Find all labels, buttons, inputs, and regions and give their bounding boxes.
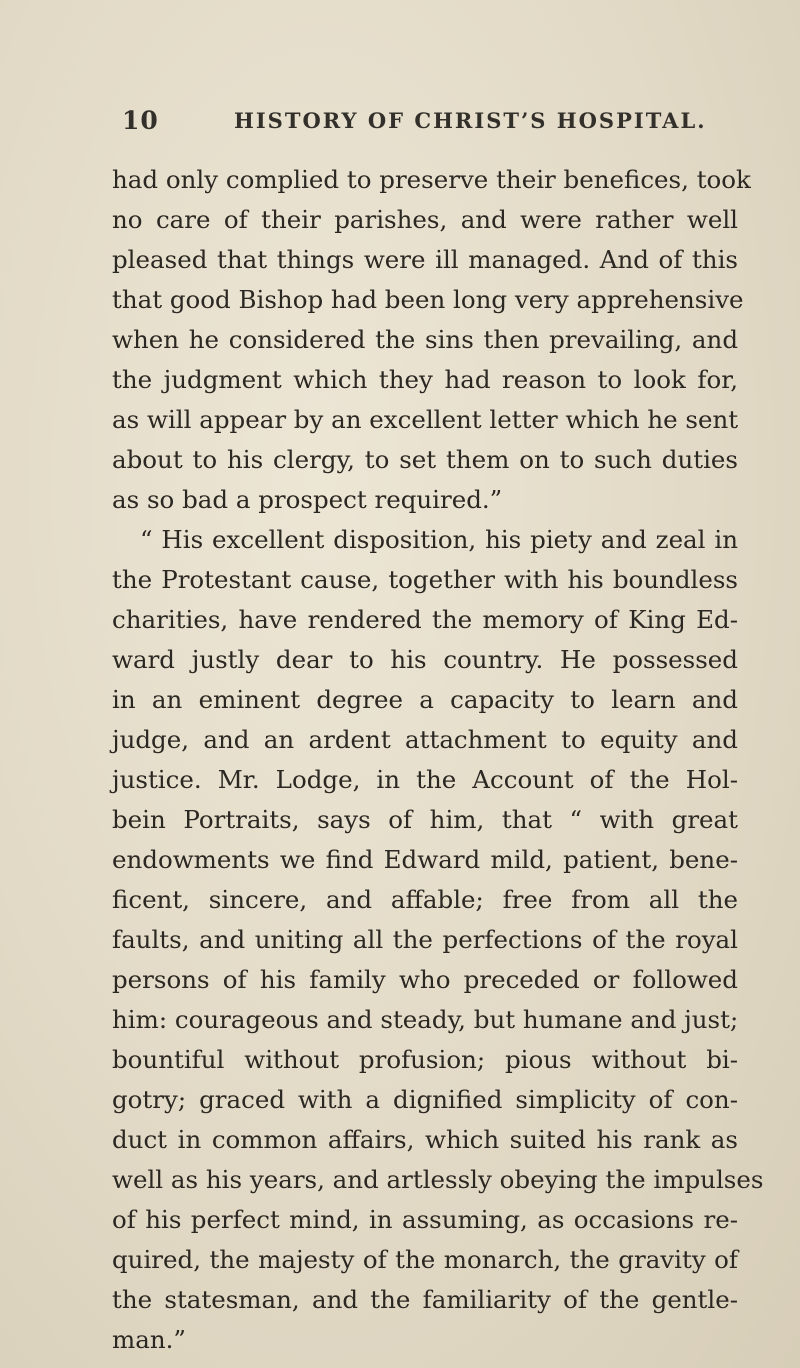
text-line: endowments we find Edward mild, patient, bene- — [112, 845, 738, 874]
body-text — [0, 160, 800, 1354]
text-line: persons of his family who preceded or followed — [112, 965, 738, 994]
text-line: justice. Mr. Lodge, in the Account of the Hol- — [112, 765, 738, 794]
text-line: well as his years, and artlessly obeying the impulses — [112, 1165, 764, 1194]
text-line: the judgment which they had reason to look for, — [112, 365, 738, 394]
text-line: the statesman, and the familiarity of the gentle- — [112, 1285, 738, 1314]
text-line: when he considered the sins then prevailing, and — [112, 325, 738, 354]
text-line: no care of their parishes, and were rather well — [112, 205, 738, 234]
text-line: faults, and uniting all the perfections of the royal — [112, 925, 738, 954]
text-line: that good Bishop had been long very apprehensive — [112, 285, 744, 314]
text-line: of his perfect mind, in assuming, as occasions re- — [112, 1205, 738, 1234]
text-line: man.” — [112, 1325, 186, 1354]
text-line: bountiful without profusion; pious without bi- — [112, 1045, 738, 1074]
text-line: ward justly dear to his country. He possessed — [112, 645, 738, 674]
text-line: quired, the majesty of the monarch, the gravity of — [112, 1245, 738, 1274]
text-line: him: courageous and steady, but humane and just; — [112, 1005, 739, 1034]
text-line: bein Portraits, says of him, that “ with great — [112, 805, 738, 834]
text-line: in an eminent degree a capacity to learn and — [112, 685, 738, 714]
paragraph-first-line: “ His excellent disposition, his piety and zeal in — [140, 525, 738, 554]
text-line: ficent, sincere, and affable; free from all the — [112, 885, 738, 914]
running-title: HISTORY OF CHRIST’S HOSPITAL. — [234, 108, 707, 133]
text-line: as so bad a prospect required.” — [112, 485, 503, 514]
text-line: about to his clergy, to set them on to such duties — [112, 445, 738, 474]
text-line: as will appear by an excellent letter which he sent — [112, 405, 739, 434]
text-line: duct in common affairs, which suited his rank as — [112, 1125, 738, 1154]
text-line: gotry; graced with a dignified simplicity of con- — [112, 1085, 738, 1114]
text-line: pleased that things were ill managed. And of this — [112, 245, 738, 274]
text-line: judge, and an ardent attachment to equity and — [112, 725, 738, 754]
page-number: 10 — [122, 106, 159, 135]
text-line: had only complied to preserve their benefices, took — [112, 165, 751, 194]
text-line: charities, have rendered the memory of King Ed- — [112, 605, 738, 634]
text-line: the Protestant cause, together with his boundless — [112, 565, 738, 594]
page-header — [122, 106, 742, 140]
